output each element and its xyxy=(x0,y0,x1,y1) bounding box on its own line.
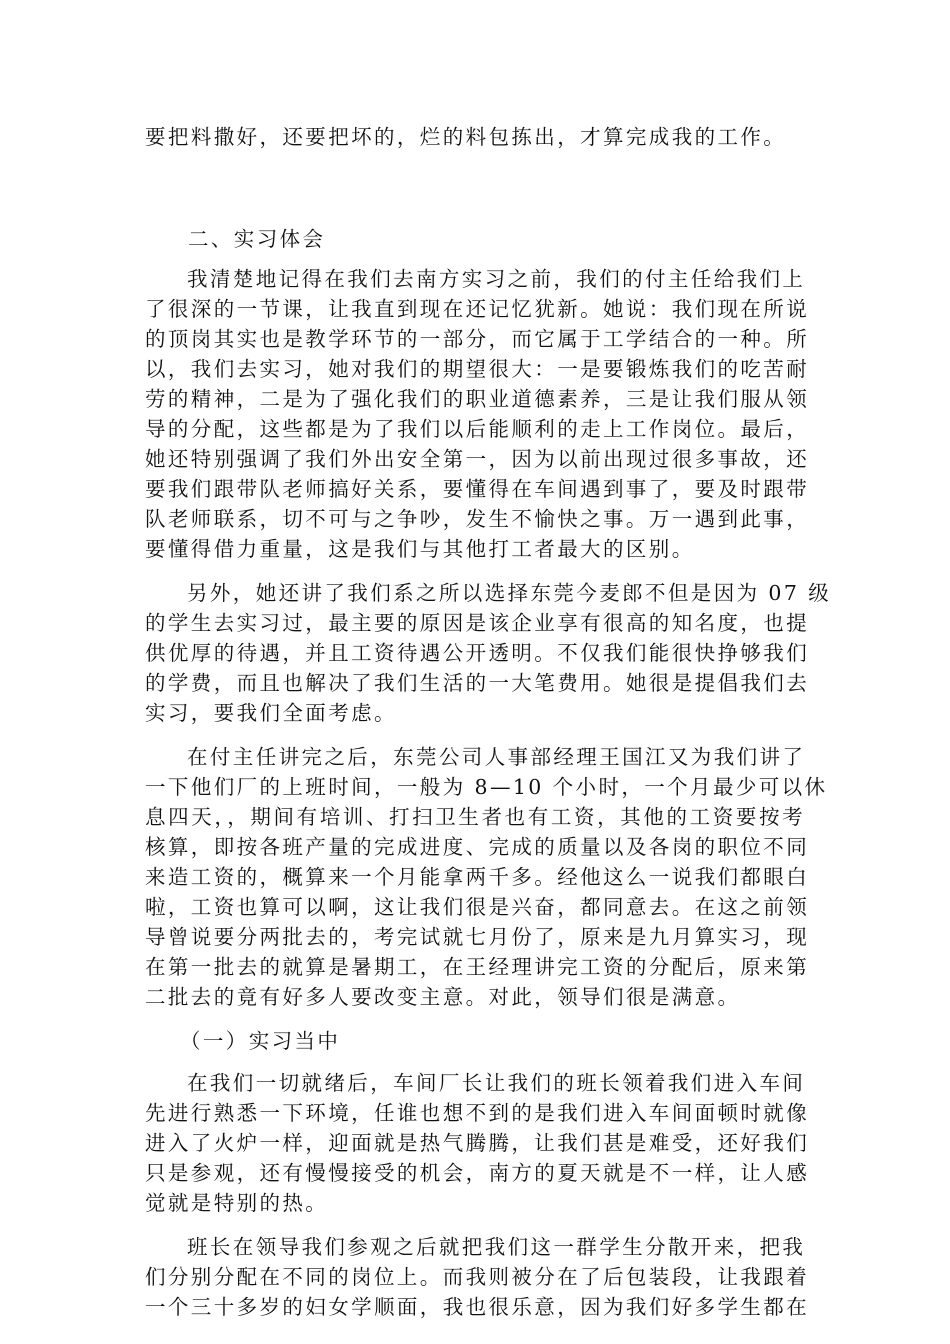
text-line: 一个三十多岁的妇女学顺面，我也很乐意，因为我们好多学生都在 xyxy=(145,1295,810,1319)
text-line: 只是参观，还有慢慢接受的机会，南方的夏天就是不一样，让人感 xyxy=(145,1161,810,1185)
text-line: 一下他们厂的上班时间，一般为 8—10 个小时，一个月最少可以休 xyxy=(145,775,828,799)
text-line: 实习，要我们全面考虑。 xyxy=(145,701,397,725)
text-line: 二批去的竟有好多人要改变主意。对此，领导们很是满意。 xyxy=(145,985,741,1009)
text-line: 来造工资的，概算来一个月能拿两千多。经他这么一说我们都眼白 xyxy=(145,865,810,889)
text-line: 的顶岗其实也是教学环节的一部分，而它属于工学结合的一种。所 xyxy=(145,327,810,351)
text-line: 啦，工资也算可以啊，这让我们很是兴奋，都同意去。在这之前领 xyxy=(145,895,810,919)
section-heading: 二、实习体会 xyxy=(188,227,326,251)
text-line: 班长在领导我们参观之后就把我们这一群学生分散开来，把我 xyxy=(187,1235,806,1259)
text-line: 队老师联系，切不可与之争吵，发生不愉快之事。万一遇到此事， xyxy=(145,507,810,531)
text-line: 导的分配，这些都是为了我们以后能顺利的走上工作岗位。最后， xyxy=(145,417,810,441)
text-line: 她还特别强调了我们外出安全第一，因为以前出现过很多事故，还 xyxy=(145,447,810,471)
sub-heading: （一）实习当中 xyxy=(180,1029,341,1053)
text-line: 在付主任讲完之后，东莞公司人事部经理王国江又为我们讲了 xyxy=(187,745,806,769)
text-line: 以，我们去实习，她对我们的期望很大：一是要锻炼我们的吃苦耐 xyxy=(145,357,810,381)
text-line: 们分别分配在不同的岗位上。而我则被分在了后包装段，让我跟着 xyxy=(145,1265,810,1289)
text-line: 息四天，，期间有培训、打扫卫生者也有工资，其他的工资要按考 xyxy=(145,805,805,829)
text-line: 另外，她还讲了我们系之所以选择东莞今麦郎不但是因为 07 级 xyxy=(187,581,832,605)
text-line: 供优厚的待遇，并且工资待遇公开透明。不仅我们能很快挣够我们 xyxy=(145,641,810,665)
text-line: 导曾说要分两批去的，考完试就七月份了，原来是九月算实习，现 xyxy=(145,925,810,949)
intro-line: 要把料撒好，还要把坏的，烂的料包拣出，才算完成我的工作。 xyxy=(145,125,787,149)
text-line: 在我们一切就绪后，车间厂长让我们的班长领着我们进入车间 xyxy=(187,1071,806,1095)
text-line: 核算，即按各班产量的完成进度、完成的质量以及各岗的职位不同 xyxy=(145,835,810,859)
text-line: 的学费，而且也解决了我们生活的一大笔费用。她很是提倡我们去 xyxy=(145,671,810,695)
text-line: 劳的精神，二是为了强化我们的职业道德素养，三是让我们服从领 xyxy=(145,387,810,411)
text-line: 觉就是特别的热。 xyxy=(145,1191,329,1215)
text-line: 先进行熟悉一下环境，任谁也想不到的是我们进入车间面顿时就像 xyxy=(145,1101,810,1125)
text-line: 了很深的一节课，让我直到现在还记忆犹新。她说：我们现在所说 xyxy=(145,297,810,321)
text-line: 要懂得借力重量，这是我们与其他打工者最大的区别。 xyxy=(145,537,695,561)
text-line: 要我们跟带队老师搞好关系，要懂得在车间遇到事了，要及时跟带 xyxy=(145,477,810,501)
text-line: 在第一批去的就算是暑期工，在王经理讲完工资的分配后，原来第 xyxy=(145,955,810,979)
text-line: 进入了火炉一样，迎面就是热气腾腾，让我们甚是难受，还好我们 xyxy=(145,1131,810,1155)
text-line: 我清楚地记得在我们去南方实习之前，我们的付主任给我们上 xyxy=(187,267,806,291)
text-line: 的学生去实习过，最主要的原因是该企业享有很高的知名度，也提 xyxy=(145,611,810,635)
